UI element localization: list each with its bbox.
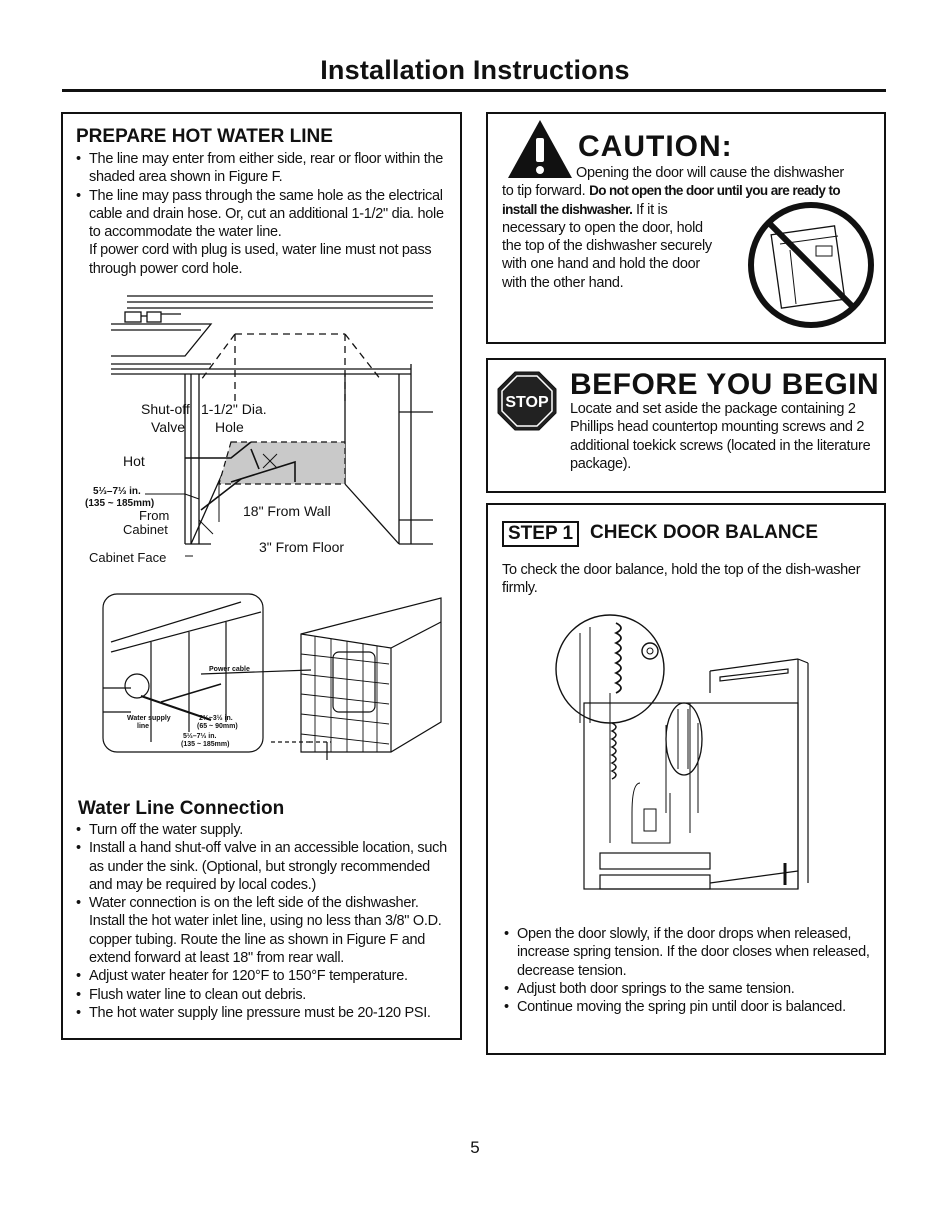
step-bullet: • Continue moving the spring pin until door is balanced. [504, 998, 879, 1016]
dim-small-in: 2⅔~3½ in. [199, 715, 233, 722]
water-supply-line-label: line [137, 723, 150, 730]
step-title: CHECK DOOR BALANCE [590, 522, 818, 543]
prepare-note: If power cord with plug is used, water line must not pass through power cord hole. [89, 242, 432, 277]
dim-small-mm: (65 ~ 90mm) [197, 723, 238, 730]
water-line-bullet: • Adjust water heater for 120°F to 150°F temperature. [76, 967, 456, 985]
prepare-bullet: • The line may pass through the same hole as the electrical cable and drain hose. Or, cut an additional 1-1/2" dia. hole to accommodate the water line. [76, 187, 451, 242]
prepare-bullet: • The line may enter from either side, rear or floor within the shaded area shown in Figure F. [76, 150, 451, 187]
water-line-bullet: • Water connection is on the left side of the dishwasher. Install the hot water inlet line, using no less than 3/8" O.D. copper tubing. Route the line as shown in Figure F and extend forward at least 18" from rear wall. [76, 894, 456, 967]
caution-tip: to tip forward. [502, 183, 586, 200]
figure-f-diagram [81, 294, 441, 564]
page-title: Installation Instructions [320, 55, 630, 85]
step-bullet: • Open the door slowly, if the door drops when released, increase spring tension. If the door closes when released, decrease tension. [504, 925, 879, 980]
water-line-text [76, 821, 456, 1022]
hot-label: Hot [123, 453, 145, 469]
from-floor-label: 3" From Floor [259, 539, 345, 555]
caution-title: CAUTION: [578, 130, 733, 163]
step-1-box [486, 503, 886, 1055]
hole-label: Hole [215, 419, 244, 435]
cabinet-face-label: Cabinet Face [89, 550, 167, 564]
before-you-begin-box [486, 358, 886, 493]
caution-rest-line: the top of the dishwasher securely [502, 238, 712, 255]
from-label: From [139, 508, 170, 523]
power-cable-label: Power cable [209, 666, 250, 673]
stop-sign-icon [496, 370, 558, 432]
no-tipping-icon [746, 200, 876, 330]
shutoff-label: Shut-off [141, 401, 190, 417]
step-intro: To check the door balance, hold the top of the dish-washer firmly. [502, 562, 861, 597]
step-badge: STEP 1 [502, 521, 579, 547]
installation-figure [101, 592, 451, 764]
prepare-text [76, 150, 451, 278]
hole-dia-label: 1-1/2" Dia. [201, 401, 267, 417]
water-line-bullet: • Turn off the water supply. [76, 821, 456, 839]
page-number: 5 [470, 1138, 480, 1157]
caution-bold: Do not open the door until you are ready to install the dishwasher. [502, 183, 841, 217]
cabinet-dist-mm: (135 ~ 185mm) [85, 498, 155, 509]
door-balance-figure [550, 613, 850, 919]
dim-large-in: 5⅓–7⅓ in. [183, 733, 217, 740]
step-text [504, 925, 879, 1016]
cabinet-label: Cabinet [123, 522, 168, 537]
cabinet-dist-in: 5⅓–7⅓ in. [93, 486, 141, 497]
dim-large-mm: (135 ~ 185mm) [181, 741, 230, 748]
stop-label: STOP [505, 394, 549, 411]
water-line-bullet: • The hot water supply line pressure must be 20-120 PSI. [76, 1004, 456, 1022]
before-text: Locate and set aside the package containing 2 Phillips head countertop mounting screws and 2 additional toekick screws (located in the literature package). [570, 401, 871, 472]
title-rule [62, 89, 886, 92]
step-bullet: • Adjust both door springs to the same tension. [504, 980, 879, 998]
valve-label: Valve [151, 419, 185, 435]
before-title: BEFORE YOU BEGIN [570, 368, 880, 401]
water-line-bullet: • Flush water line to clean out debris. [76, 986, 456, 1004]
caution-rest-line: with one hand and hold the door [502, 256, 700, 273]
prepare-heading: PREPARE HOT WATER LINE [76, 126, 333, 147]
caution-rest: If it is [635, 201, 668, 218]
caution-rest-line: with the other hand. [502, 274, 624, 291]
water-supply-label: Water supply [127, 715, 171, 722]
prepare-water-line-box [61, 112, 462, 1040]
water-line-heading: Water Line Connection [78, 798, 285, 819]
caution-rest-line: necessary to open the door, hold [502, 219, 703, 236]
water-line-bullet: • Install a hand shut-off valve in an accessible location, such as under the sink. (Optional, but strongly recommended and may be required by local codes.) [76, 839, 456, 894]
from-wall-label: 18" From Wall [243, 503, 331, 519]
caution-line: Opening the door will cause the dishwasher [576, 165, 844, 181]
caution-box [486, 112, 886, 344]
